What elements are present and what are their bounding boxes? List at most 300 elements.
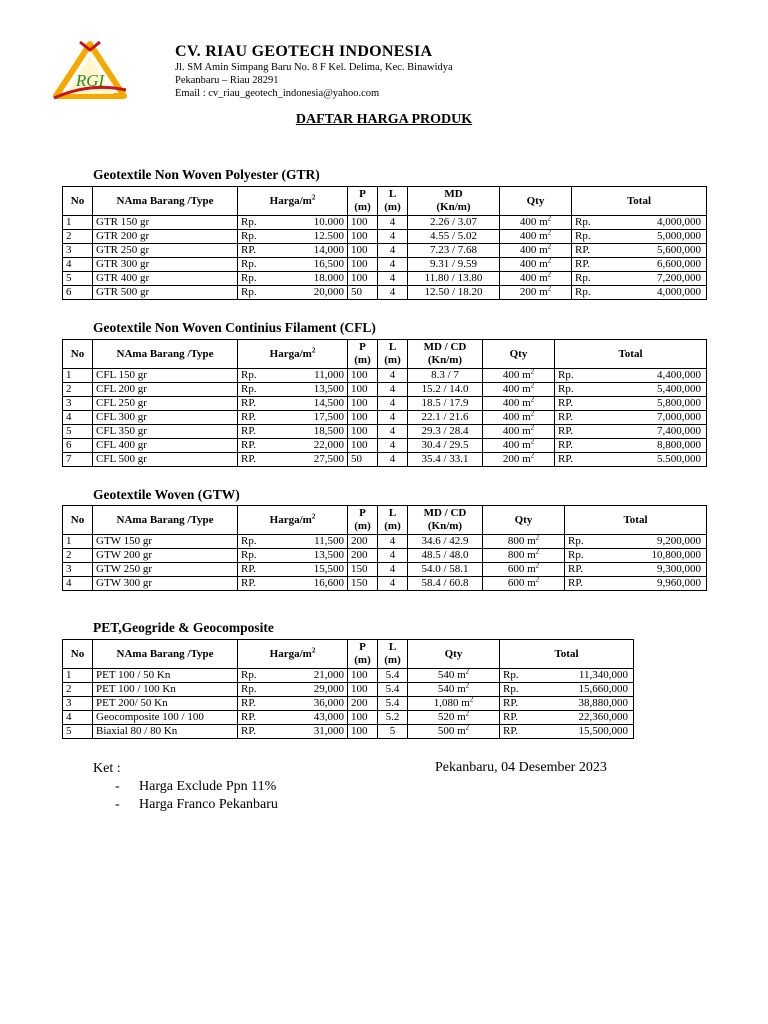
table-row — [63, 711, 634, 725]
col-p: P (m) — [348, 187, 378, 216]
cell-p: 100 — [348, 669, 378, 683]
cell-price — [238, 383, 348, 397]
price-table-cfl — [62, 339, 707, 467]
cell-p: 100 — [348, 383, 378, 397]
total-currency: Rp. — [568, 535, 584, 547]
col-name: NAma Barang /Type — [93, 340, 238, 369]
cell-name: CFL 400 gr — [93, 439, 238, 453]
cell-md: 4.55 / 5.02 — [408, 230, 500, 244]
cell-qty — [483, 577, 565, 591]
price-amount: 43,000 — [313, 711, 344, 723]
qty-value: 540 m — [437, 683, 466, 695]
table-row — [63, 549, 707, 563]
cell-p: 50 — [348, 286, 378, 300]
total-amount: 7,400,000 — [657, 425, 701, 437]
cell-total — [572, 258, 707, 272]
cell-price — [238, 549, 348, 563]
cell-no: 6 — [63, 439, 93, 453]
col-harga: Harga/$m^2$ — [238, 640, 348, 669]
col-total: Total — [500, 640, 634, 669]
total-amount: 5,600,000 — [657, 244, 701, 256]
table-row — [63, 535, 707, 549]
cell-l: 5.4 — [378, 697, 408, 711]
total-currency: Rp. — [575, 230, 591, 242]
table-row — [63, 286, 707, 300]
qty-value: 600 m — [507, 563, 536, 575]
price-currency: Rp. — [241, 369, 257, 381]
cell-l: 4 — [378, 397, 408, 411]
price-amount: 27,500 — [313, 453, 344, 465]
price-amount: 20,000 — [313, 286, 344, 298]
table-header-row — [63, 187, 707, 216]
cell-p: 100 — [348, 244, 378, 258]
table-row — [63, 697, 634, 711]
qty-value: 800 m — [507, 549, 536, 561]
cell-name: GTR 300 gr — [93, 258, 238, 272]
cell-no: 5 — [63, 272, 93, 286]
note-item: - Harga Exclude Ppn 11% — [115, 779, 277, 794]
qty-value: 400 m — [502, 383, 531, 395]
cell-price — [238, 369, 348, 383]
price-amount: 16,600 — [313, 577, 344, 589]
cell-name: CFL 200 gr — [93, 383, 238, 397]
qty-unit-sup: 2 — [535, 562, 540, 570]
total-amount: 22,360,000 — [578, 711, 628, 723]
cell-p: 100 — [348, 425, 378, 439]
cell-p: 150 — [348, 563, 378, 577]
total-currency: Rp. — [558, 369, 574, 381]
cell-p: 50 — [348, 453, 378, 467]
cell-no: 1 — [63, 669, 93, 683]
cell-total — [500, 725, 634, 739]
col-mdcd: MD / CD (Kn/m) — [408, 340, 483, 369]
cell-price — [238, 683, 348, 697]
cell-md: 12.50 / 18.20 — [408, 286, 500, 300]
table-row — [63, 383, 707, 397]
total-amount: 9,200,000 — [657, 535, 701, 547]
total-currency: Rp. — [575, 216, 591, 228]
cell-no: 4 — [63, 577, 93, 591]
col-p: P (m) — [348, 640, 378, 669]
col-total: Total — [555, 340, 707, 369]
price-amount: 22,000 — [313, 439, 344, 451]
cell-l: 4 — [378, 369, 408, 383]
price-currency: RP. — [241, 397, 256, 409]
cell-no: 1 — [63, 535, 93, 549]
cell-name: PET 100 / 50 Kn — [93, 669, 238, 683]
cell-p: 200 — [348, 549, 378, 563]
cell-total — [555, 439, 707, 453]
cell-l: 4 — [378, 453, 408, 467]
col-harga: Harga/$m^2$ — [238, 340, 348, 369]
cell-name: Geocomposite 100 / 100 — [93, 711, 238, 725]
price-currency: Rp. — [241, 230, 257, 242]
price-amount: 11,000 — [314, 369, 344, 381]
price-amount: 13,500 — [313, 549, 344, 561]
total-amount: 5,000,000 — [657, 230, 701, 242]
col-harga: Harga/$m^2$ — [238, 187, 348, 216]
qty-unit-sup: 2 — [535, 548, 540, 556]
cell-total — [572, 286, 707, 300]
table-row — [63, 425, 707, 439]
cell-name: GTR 250 gr — [93, 244, 238, 258]
cell-l: 4 — [378, 230, 408, 244]
table-row — [63, 725, 634, 739]
cell-l: 5 — [378, 725, 408, 739]
total-currency: RP. — [575, 244, 590, 256]
section-title-pet: PET,Geogride & Geocomposite — [93, 620, 274, 635]
cell-no: 1 — [63, 216, 93, 230]
notes — [93, 760, 278, 814]
cell-p: 200 — [348, 697, 378, 711]
cell-name: GTR 400 gr — [93, 272, 238, 286]
cell-l: 5.4 — [378, 683, 408, 697]
cell-md: 29.3 / 28.4 — [408, 425, 483, 439]
table-header-row — [63, 506, 707, 535]
cell-l: 4 — [378, 549, 408, 563]
cell-total — [572, 230, 707, 244]
cell-total — [500, 669, 634, 683]
qty-unit-sup: 2 — [465, 668, 470, 676]
cell-l: 4 — [378, 411, 408, 425]
col-name: NAma Barang /Type — [93, 506, 238, 535]
cell-l: 5.2 — [378, 711, 408, 725]
total-amount: 5.500,000 — [657, 453, 701, 465]
total-amount: 6,600,000 — [657, 258, 701, 270]
col-mdcd: MD / CD (Kn/m) — [408, 506, 483, 535]
col-l: L (m) — [378, 340, 408, 369]
cell-name: Biaxial 80 / 80 Kn — [93, 725, 238, 739]
total-amount: 9,300,000 — [657, 563, 701, 575]
total-currency: Rp. — [568, 549, 584, 561]
cell-p: 200 — [348, 535, 378, 549]
qty-unit-sup: 2 — [547, 215, 552, 223]
qty-value: 400 m — [502, 397, 531, 409]
cell-price — [238, 711, 348, 725]
cell-qty — [483, 425, 555, 439]
company-logo — [50, 38, 130, 106]
cell-md: 30.4 / 29.5 — [408, 439, 483, 453]
cell-price — [238, 577, 348, 591]
qty-value: 500 m — [437, 725, 466, 737]
cell-md: 34.6 / 42.9 — [408, 535, 483, 549]
qty-unit-sup: 2 — [530, 452, 535, 460]
cell-no: 2 — [63, 683, 93, 697]
qty-unit-sup: 2 — [547, 285, 552, 293]
price-amount: 31,000 — [313, 725, 344, 737]
qty-unit-sup: 2 — [547, 229, 552, 237]
total-currency: RP. — [558, 453, 573, 465]
col-qty: Qty — [483, 506, 565, 535]
cell-qty — [408, 725, 500, 739]
cell-no: 3 — [63, 563, 93, 577]
cell-p: 100 — [348, 439, 378, 453]
cell-md: 18.5 / 17.9 — [408, 397, 483, 411]
price-currency: Rp. — [241, 258, 257, 270]
cell-qty — [483, 397, 555, 411]
qty-unit-sup: 2 — [465, 724, 470, 732]
cell-price — [238, 244, 348, 258]
total-currency: RP. — [558, 425, 573, 437]
cell-total — [555, 369, 707, 383]
total-amount: 4,000,000 — [657, 286, 701, 298]
cell-no: 2 — [63, 383, 93, 397]
cell-no: 6 — [63, 286, 93, 300]
total-amount: 9,960,000 — [657, 577, 701, 589]
cell-qty — [500, 244, 572, 258]
total-currency: Rp. — [575, 286, 591, 298]
cell-total — [555, 453, 707, 467]
section-title-cfl: Geotextile Non Woven Continius Filament (CFL) — [93, 320, 376, 335]
cell-md: 8.3 / 7 — [408, 369, 483, 383]
qty-unit-sup: 2 — [465, 682, 470, 690]
qty-value: 800 m — [507, 535, 536, 547]
qty-value: 400 m — [519, 216, 548, 228]
company-address-1: Jl. SM Amin Simpang Baru No. 8 F Kel. Delima, Kec. Binawidya — [175, 62, 453, 73]
cell-qty — [483, 453, 555, 467]
cell-name: PET 100 / 100 Kn — [93, 683, 238, 697]
cell-name: GTW 200 gr — [93, 549, 238, 563]
cell-total — [572, 272, 707, 286]
price-currency: RP. — [241, 411, 256, 423]
qty-value: 200 m — [519, 286, 548, 298]
cell-price — [238, 411, 348, 425]
place-date: Pekanbaru, 04 Desember 2023 — [435, 760, 607, 775]
cell-l: 4 — [378, 383, 408, 397]
total-currency: RP. — [503, 711, 518, 723]
cell-name: CFL 250 gr — [93, 397, 238, 411]
cell-price — [238, 272, 348, 286]
qty-value: 200 m — [502, 453, 531, 465]
price-amount: 29,000 — [313, 683, 344, 695]
total-currency: Rp. — [503, 669, 519, 681]
cell-qty — [408, 711, 500, 725]
qty-value: 400 m — [519, 244, 548, 256]
qty-unit-sup: 2 — [535, 534, 540, 542]
qty-unit-sup: 2 — [465, 710, 470, 718]
cell-price — [238, 230, 348, 244]
cell-p: 100 — [348, 369, 378, 383]
cell-price — [238, 258, 348, 272]
cell-price — [238, 286, 348, 300]
cell-total — [565, 535, 707, 549]
cell-no: 3 — [63, 697, 93, 711]
qty-unit-sup: 2 — [530, 382, 535, 390]
cell-p: 100 — [348, 725, 378, 739]
table-row — [63, 369, 707, 383]
cell-no: 1 — [63, 369, 93, 383]
col-no: No — [63, 640, 93, 669]
document-title: DAFTAR HARGA PRODUK — [295, 112, 473, 127]
price-currency: Rp. — [241, 549, 257, 561]
price-currency: RP. — [241, 453, 256, 465]
price-amount: 18.000 — [313, 272, 344, 284]
price-amount: 14,500 — [313, 397, 344, 409]
cell-name: GTR 150 gr — [93, 216, 238, 230]
qty-value: 540 m — [437, 669, 466, 681]
cell-p: 100 — [348, 411, 378, 425]
table-row — [63, 397, 707, 411]
col-no: No — [63, 340, 93, 369]
cell-price — [238, 425, 348, 439]
company-name: CV. RIAU GEOTECH INDONESIA — [175, 43, 433, 60]
price-currency: RP. — [241, 577, 256, 589]
price-table-gtw — [62, 505, 707, 591]
cell-total — [572, 216, 707, 230]
total-amount: 15,660,000 — [578, 683, 628, 695]
cell-p: 100 — [348, 272, 378, 286]
cell-p: 100 — [348, 230, 378, 244]
price-amount: 36,000 — [313, 697, 344, 709]
total-amount: 4,400,000 — [657, 369, 701, 381]
cell-price — [238, 563, 348, 577]
price-table-gtr — [62, 186, 707, 300]
total-currency: RP. — [558, 397, 573, 409]
col-p: P (m) — [348, 340, 378, 369]
total-amount: 7,200,000 — [657, 272, 701, 284]
cell-l: 4 — [378, 216, 408, 230]
cell-md: 15.2 / 14.0 — [408, 383, 483, 397]
price-currency: RP. — [241, 697, 256, 709]
col-total: Total — [572, 187, 707, 216]
cell-no: 4 — [63, 711, 93, 725]
qty-unit-sup: 2 — [469, 696, 474, 704]
cell-qty — [483, 411, 555, 425]
total-amount: 38,880,000 — [578, 697, 628, 709]
cell-name: PET 200/ 50 Kn — [93, 697, 238, 711]
cell-qty — [408, 683, 500, 697]
price-currency: Rp. — [241, 383, 257, 395]
company-header — [175, 43, 453, 100]
cell-l: 4 — [378, 272, 408, 286]
cell-qty — [500, 230, 572, 244]
total-currency: RP. — [503, 725, 518, 737]
cell-md: 11.80 / 13.80 — [408, 272, 500, 286]
col-qty: Qty — [500, 187, 572, 216]
cell-md: 2.26 / 3.07 — [408, 216, 500, 230]
price-amount: 17,500 — [313, 411, 344, 423]
col-md: MD (Kn/m) — [408, 187, 500, 216]
total-amount: 5,800,000 — [657, 397, 701, 409]
cell-p: 100 — [348, 216, 378, 230]
table-row — [63, 577, 707, 591]
price-currency: Rp. — [241, 669, 257, 681]
total-currency: Rp. — [558, 383, 574, 395]
table-row — [63, 230, 707, 244]
cell-l: 4 — [378, 439, 408, 453]
price-amount: 14,000 — [313, 244, 344, 256]
cell-no: 5 — [63, 725, 93, 739]
cell-md: 22.1 / 21.6 — [408, 411, 483, 425]
cell-name: GTW 250 gr — [93, 563, 238, 577]
cell-l: 4 — [378, 286, 408, 300]
cell-qty — [483, 383, 555, 397]
price-currency: RP. — [241, 711, 256, 723]
total-currency: RP. — [568, 577, 583, 589]
table-row — [63, 272, 707, 286]
col-qty: Qty — [408, 640, 500, 669]
cell-p: 100 — [348, 397, 378, 411]
table-row — [63, 411, 707, 425]
col-harga: Harga/$m^2$ — [238, 506, 348, 535]
cell-name: GTR 500 gr — [93, 286, 238, 300]
qty-value: 400 m — [519, 272, 548, 284]
cell-name: GTW 150 gr — [93, 535, 238, 549]
col-p: P (m) — [348, 506, 378, 535]
qty-value: 400 m — [502, 439, 531, 451]
qty-unit-sup: 2 — [530, 368, 535, 376]
price-amount: 15,500 — [313, 563, 344, 575]
total-currency: RP. — [568, 563, 583, 575]
qty-unit-sup: 2 — [530, 438, 535, 446]
cell-total — [555, 397, 707, 411]
company-email: Email : cv_riau_geotech_indonesia@yahoo.com — [175, 88, 380, 99]
cell-no: 4 — [63, 258, 93, 272]
section-title-gtw: Geotextile Woven (GTW) — [93, 487, 240, 502]
cell-qty — [500, 272, 572, 286]
cell-name: CFL 300 gr — [93, 411, 238, 425]
cell-name: CFL 150 gr — [93, 369, 238, 383]
company-address-2: Pekanbaru – Riau 28291 — [175, 75, 279, 86]
qty-value: 400 m — [519, 230, 548, 242]
cell-md: 54.0 / 58.1 — [408, 563, 483, 577]
cell-md: 9.31 / 9.59 — [408, 258, 500, 272]
cell-qty — [500, 286, 572, 300]
price-currency: Rp. — [241, 216, 257, 228]
cell-md: 7.23 / 7.68 — [408, 244, 500, 258]
cell-total — [500, 683, 634, 697]
cell-total — [500, 711, 634, 725]
col-name: NAma Barang /Type — [93, 640, 238, 669]
col-l: L (m) — [378, 640, 408, 669]
cell-qty — [500, 216, 572, 230]
price-currency: Rp. — [241, 286, 257, 298]
cell-name: GTR 200 gr — [93, 230, 238, 244]
cell-no: 3 — [63, 244, 93, 258]
cell-no: 2 — [63, 549, 93, 563]
qty-value: 400 m — [502, 369, 531, 381]
table-header-row — [63, 640, 634, 669]
col-qty: Qty — [483, 340, 555, 369]
cell-total — [555, 411, 707, 425]
cell-qty — [408, 669, 500, 683]
price-currency: Rp. — [241, 683, 257, 695]
col-no: No — [63, 506, 93, 535]
price-currency: Rp. — [241, 272, 257, 284]
cell-qty — [408, 697, 500, 711]
cell-p: 150 — [348, 577, 378, 591]
col-name: NAma Barang /Type — [93, 187, 238, 216]
price-amount: 12.500 — [313, 230, 344, 242]
qty-value: 400 m — [502, 425, 531, 437]
cell-total — [565, 577, 707, 591]
qty-unit-sup: 2 — [535, 576, 540, 584]
qty-unit-sup: 2 — [530, 410, 535, 418]
cell-qty — [483, 369, 555, 383]
total-amount: 8,800,000 — [657, 439, 701, 451]
price-amount: 13,500 — [313, 383, 344, 395]
cell-md: 48.5 / 48.0 — [408, 549, 483, 563]
total-currency: Rp. — [503, 683, 519, 695]
cell-md: 35.4 / 33.1 — [408, 453, 483, 467]
cell-total — [555, 425, 707, 439]
price-currency: RP. — [241, 439, 256, 451]
cell-l: 5.4 — [378, 669, 408, 683]
cell-p: 100 — [348, 711, 378, 725]
cell-l: 4 — [378, 258, 408, 272]
cell-name: CFL 350 gr — [93, 425, 238, 439]
note-item: - Harga Franco Pekanbaru — [115, 797, 278, 812]
